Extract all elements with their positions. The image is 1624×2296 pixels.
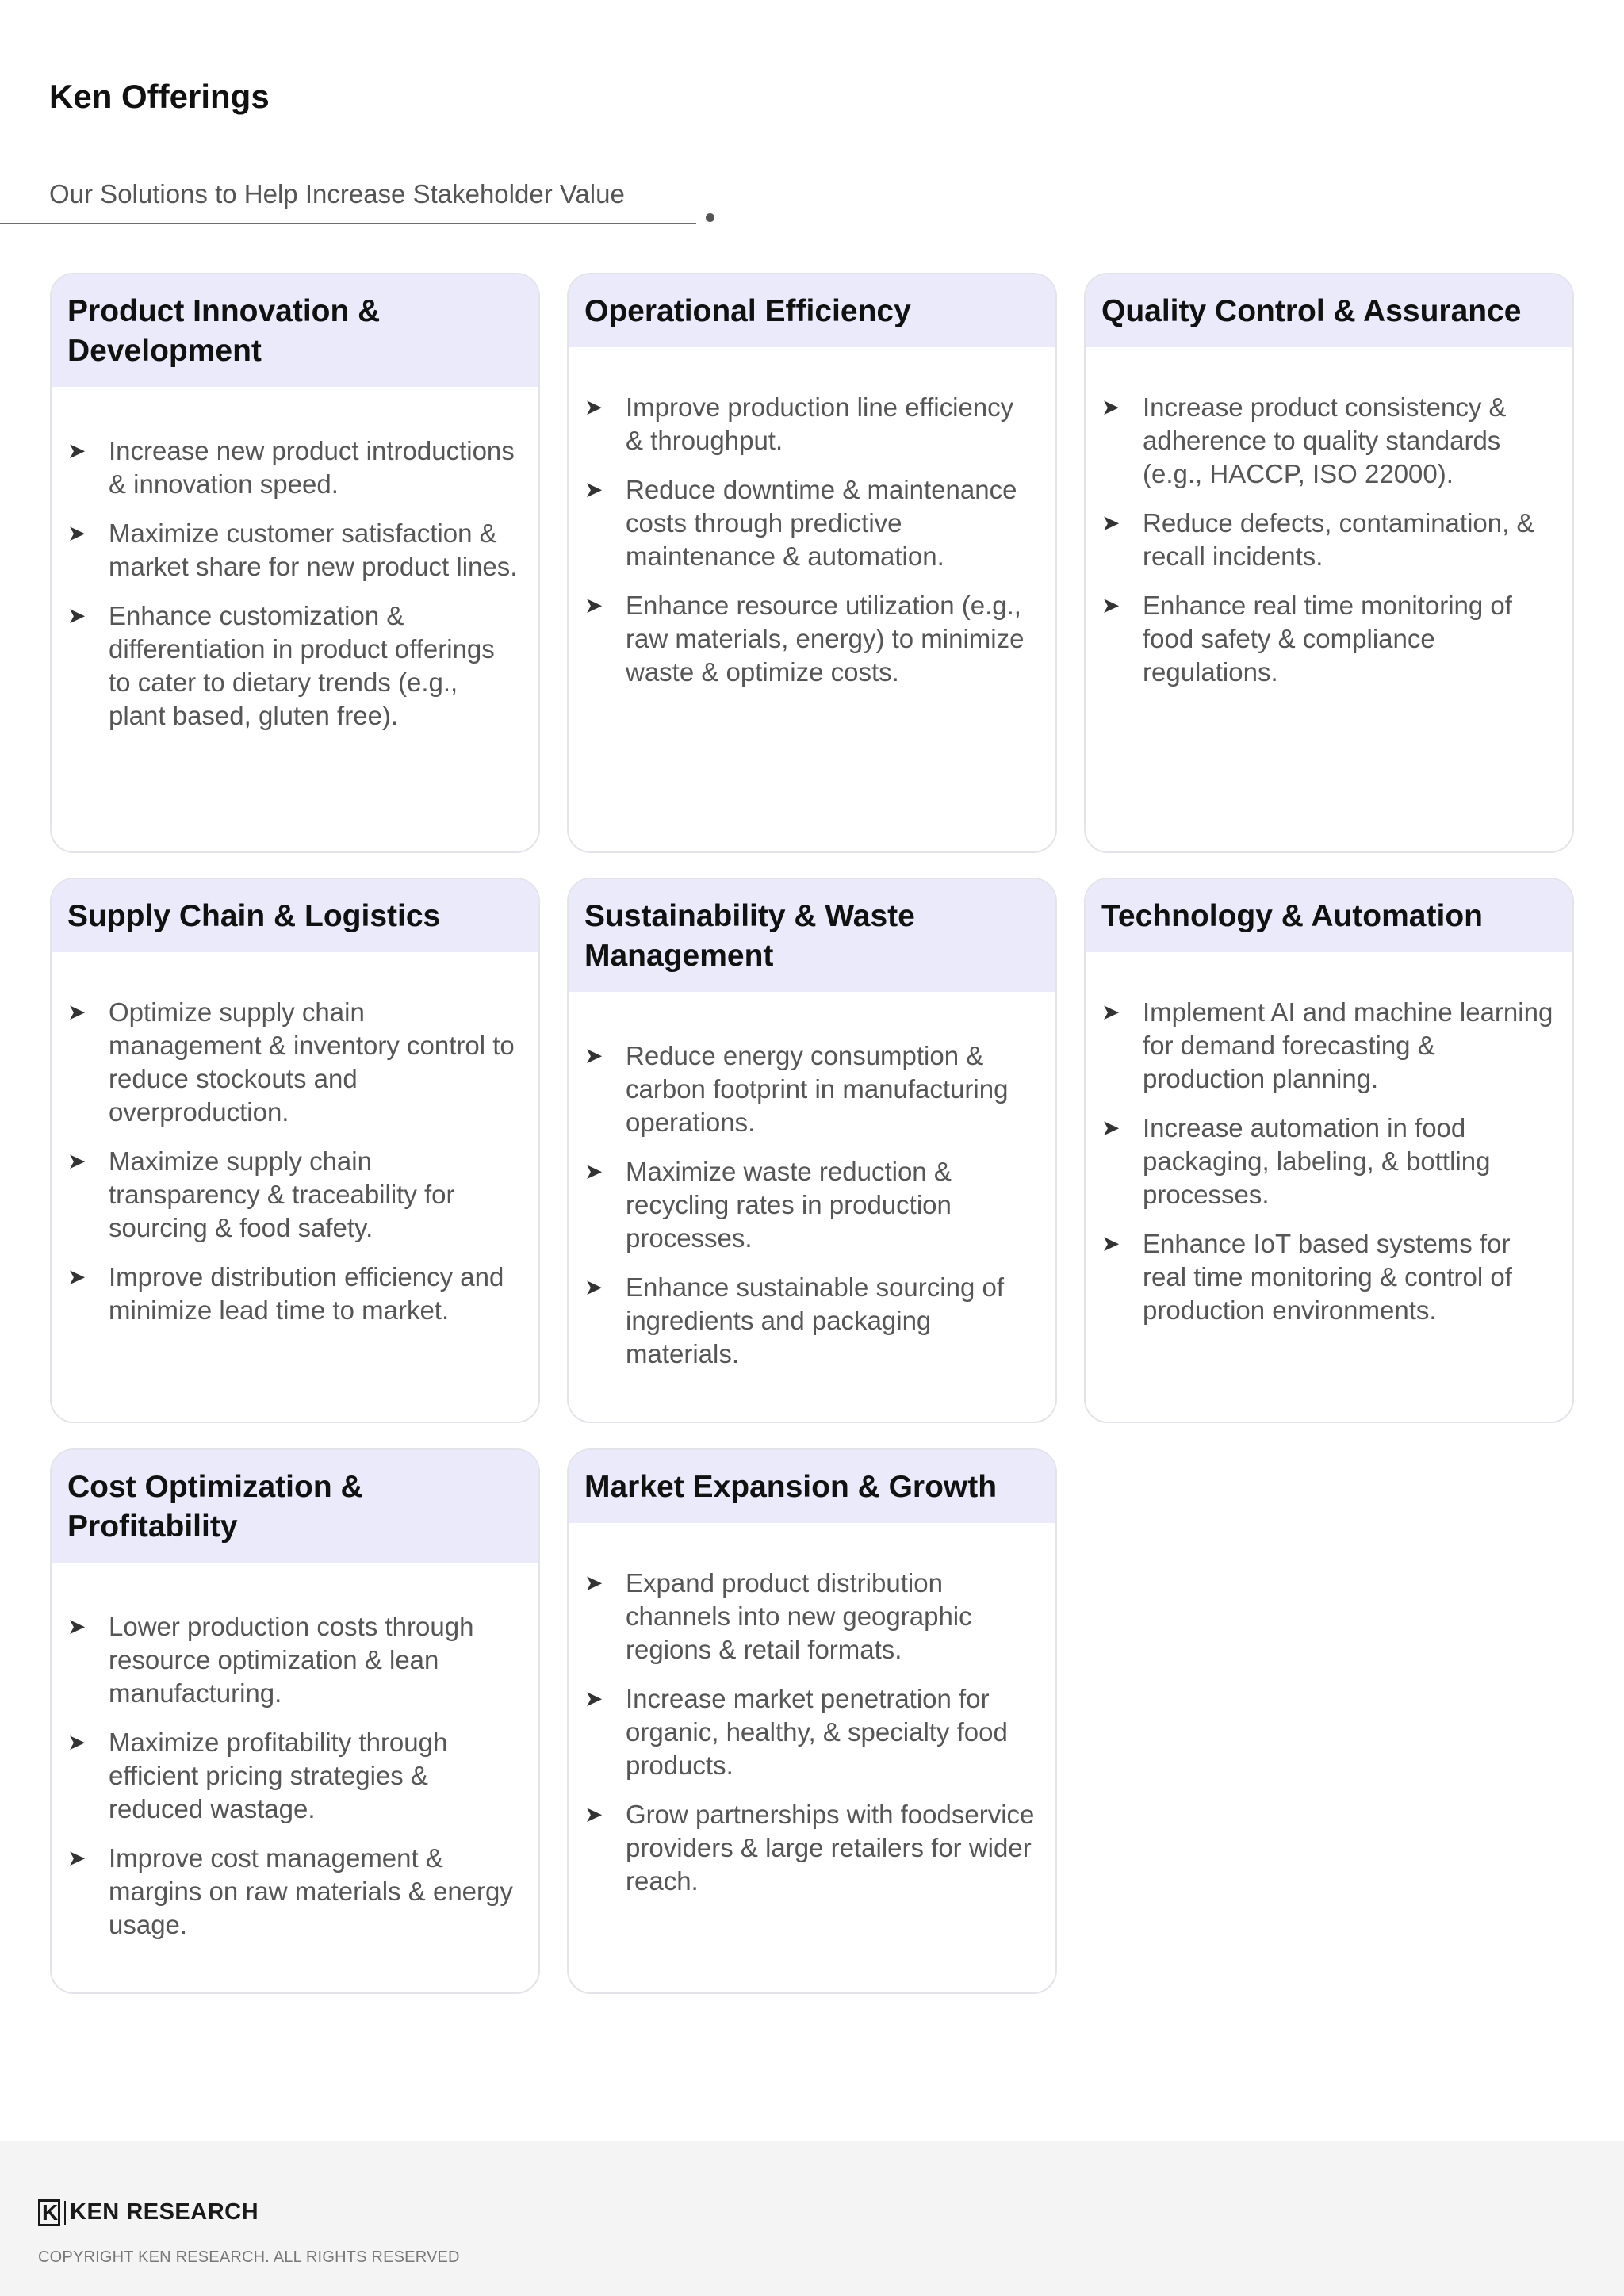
arrow-icon: ➤ [584, 395, 603, 419]
list-item: ➤ Enhance customization & differentiation in product offerings to cater to dietary trends (e.g., plant based, gluten free). [67, 601, 495, 730]
copyright-text: COPYRIGHT KEN RESEARCH. ALL RIGHTS RESERVED [38, 2248, 460, 2266]
offering-card-technology [1084, 878, 1574, 1423]
arrow-icon: ➤ [584, 593, 603, 618]
list-item: ➤ Optimize supply chain management & inventory control to reduce stockouts and overproduction. [67, 997, 515, 1127]
arrow-icon: ➤ [584, 1159, 603, 1184]
offering-card-product-innovation [50, 273, 540, 853]
list-item: ➤ Maximize waste reduction & recycling rates in production processes. [584, 1157, 952, 1253]
arrow-icon: ➤ [1101, 395, 1120, 419]
list-item: ➤ Implement AI and machine learning for demand forecasting & production planning. [1101, 997, 1553, 1093]
list-item: ➤ Reduce defects, contamination, & recall incidents. [1101, 508, 1534, 571]
page-subtitle: Our Solutions to Help Increase Stakeholder Value [49, 179, 625, 209]
card-title: Cost Optimization & Profitability [52, 1450, 538, 1563]
list-item: ➤ Reduce downtime & maintenance costs through predictive maintenance & automation. [584, 475, 1017, 571]
list-item: ➤ Enhance real time monitoring of food safety & compliance regulations. [1101, 591, 1512, 687]
ken-research-logo-icon: K [38, 2199, 60, 2226]
page-footer [0, 2141, 1624, 2296]
list-item: ➤ Grow partnerships with foodservice providers & large retailers for wider reach. [584, 1800, 1035, 1896]
list-item: ➤ Enhance sustainable sourcing of ingredients and packaging materials. [584, 1272, 1004, 1368]
list-item: ➤ Lower production costs through resource optimization & lean manufacturing. [67, 1612, 474, 1708]
arrow-icon: ➤ [1101, 511, 1120, 535]
list-item: ➤ Maximize profitability through efficient pricing strategies & reduced wastage. [67, 1728, 448, 1823]
offering-card-supply-chain [50, 878, 540, 1423]
logo-separator [64, 2201, 66, 2225]
arrow-icon: ➤ [584, 1571, 603, 1595]
divider-dot [706, 213, 714, 222]
arrow-icon: ➤ [67, 1149, 86, 1173]
logo-text: KEN RESEARCH [70, 2199, 259, 2225]
list-item: ➤ Maximize customer satisfaction & market share for new product lines. [67, 519, 518, 581]
list-item: ➤ Expand product distribution channels into new geographic regions & retail formats. [584, 1568, 972, 1664]
arrow-icon: ➤ [67, 521, 86, 545]
offering-card-operational-efficiency [567, 273, 1057, 853]
arrow-icon: ➤ [584, 1275, 603, 1299]
arrow-icon: ➤ [1101, 1115, 1120, 1140]
list-item: ➤ Reduce energy consumption & carbon footprint in manufacturing operations. [584, 1041, 1009, 1137]
offering-card-sustainability [567, 878, 1057, 1423]
card-title: Product Innovation & Development [52, 274, 538, 387]
page-title: Ken Offerings [49, 78, 270, 115]
arrow-icon: ➤ [67, 1730, 86, 1755]
arrow-icon: ➤ [584, 1043, 603, 1068]
list-item: ➤ Increase market penetration for organic, healthy, & specialty food products. [584, 1684, 1008, 1780]
arrow-icon: ➤ [67, 603, 86, 628]
arrow-icon: ➤ [67, 1265, 86, 1289]
list-item: ➤ Enhance IoT based systems for real time monitoring & control of production environments. [1101, 1229, 1512, 1325]
card-title: Quality Control & Assurance [1086, 274, 1572, 347]
arrow-icon: ➤ [1101, 1231, 1120, 1256]
offering-card-cost-optimization [50, 1448, 540, 1994]
arrow-icon: ➤ [67, 1000, 86, 1024]
subtitle-divider [0, 223, 696, 224]
list-item: ➤ Improve distribution efficiency and minimize lead time to market. [67, 1262, 504, 1325]
offering-card-market-expansion [567, 1448, 1057, 1994]
arrow-icon: ➤ [67, 438, 86, 463]
card-title: Supply Chain & Logistics [52, 879, 538, 952]
arrow-icon: ➤ [584, 1686, 603, 1711]
list-item: ➤ Increase product consistency & adherence to quality standards (e.g., HACCP, ISO 22000). [1101, 392, 1507, 488]
list-item: ➤ Improve production line efficiency & throughput. [584, 392, 1014, 455]
arrow-icon: ➤ [1101, 593, 1120, 618]
offering-card-quality-control [1084, 273, 1574, 853]
list-item: ➤ Increase automation in food packaging, labeling, & bottling processes. [1101, 1113, 1491, 1209]
arrow-icon: ➤ [584, 1802, 603, 1827]
card-title: Operational Efficiency [569, 274, 1055, 347]
arrow-icon: ➤ [67, 1846, 86, 1870]
list-item: ➤ Maximize supply chain transparency & traceability for sourcing & food safety. [67, 1146, 455, 1242]
card-title: Technology & Automation [1086, 879, 1572, 952]
list-item: ➤ Increase new product introductions & innovation speed. [67, 436, 515, 499]
arrow-icon: ➤ [1101, 1000, 1120, 1024]
list-item: ➤ Enhance resource utilization (e.g., raw materials, energy) to minimize waste & optimize costs. [584, 591, 1025, 687]
list-item: ➤ Improve cost management & margins on raw materials & energy usage. [67, 1843, 513, 1939]
arrow-icon: ➤ [584, 477, 603, 502]
card-title: Market Expansion & Growth [569, 1450, 1055, 1523]
arrow-icon: ➤ [67, 1614, 86, 1639]
card-title: Sustainability & Waste Management [569, 879, 1055, 992]
